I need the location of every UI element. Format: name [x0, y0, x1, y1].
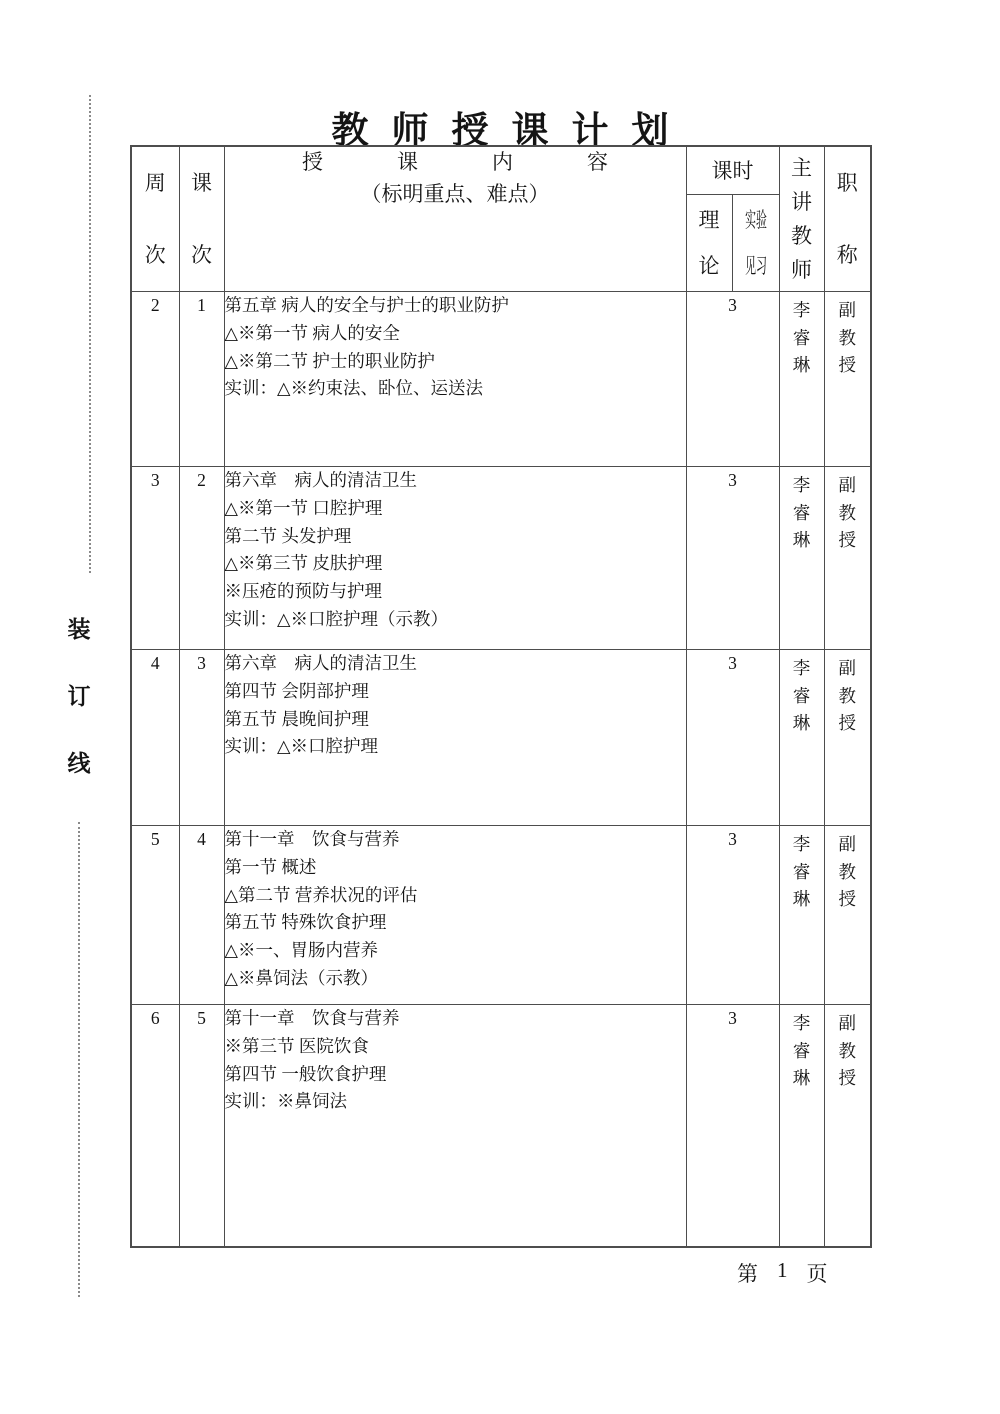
week-cell: 5 [131, 826, 179, 1005]
content-line: ※压疮的预防与护理 [224, 581, 382, 602]
hours-cell: 3 [686, 292, 779, 467]
hours-cell: 3 [686, 650, 779, 826]
table-row [131, 650, 871, 826]
content-line: 第六章 病人的清洁卫生 [224, 470, 417, 490]
rank-cell [824, 826, 871, 1005]
col-header-lesson-label: 课次 [191, 171, 212, 267]
content-header-subtitle: （标明重点、难点） [360, 182, 550, 206]
binding-dotted-line-top [89, 95, 91, 573]
content-line: 第五节 特殊饮食护理 [224, 912, 387, 933]
rank-cell [824, 1005, 871, 1247]
col-header-week [131, 146, 179, 292]
week-cell: 4 [131, 650, 179, 826]
content-line: 第十一章 饮食与营养 [224, 829, 400, 849]
content-line: △※第二节 护士的职业防护 [224, 350, 435, 371]
content-cell [224, 650, 686, 826]
rank-label: 副教授 [838, 475, 856, 550]
lesson-cell: 2 [179, 467, 224, 650]
hours-cell: 3 [686, 1005, 779, 1247]
content-line: 第二节 头发护理 [224, 525, 352, 546]
table-row [131, 467, 871, 650]
col-header-theory-label: 理论 [698, 207, 720, 278]
content-line: △※第三节 皮肤护理 [224, 553, 383, 574]
content-line: 实训：※鼻饲法 [224, 1091, 347, 1112]
col-header-practice [732, 194, 779, 291]
rank-cell [824, 292, 871, 467]
hours-cell: 3 [686, 826, 779, 1005]
content-line: △※第一节 口腔护理 [224, 497, 383, 518]
rank-label: 副教授 [838, 834, 856, 909]
content-line: △※第一节 病人的安全 [224, 322, 400, 343]
content-cell [224, 826, 686, 1005]
page-number-footer [737, 1258, 828, 1288]
content-line: 实训：△※约束法、卧位、运送法 [224, 378, 483, 399]
col-header-teacher [779, 146, 824, 292]
week-cell: 3 [131, 467, 179, 650]
content-cell [224, 1005, 686, 1247]
content-line: 实训：△※口腔护理（示教） [224, 608, 448, 629]
table-row [131, 1005, 871, 1247]
content-line: ※第三节 医院饮食 [224, 1035, 369, 1056]
col-header-hours: 课时 [686, 146, 779, 194]
rank-label: 副教授 [838, 300, 856, 375]
teacher-cell [779, 650, 824, 826]
col-header-week-label: 周次 [144, 171, 166, 267]
content-line: 第十一章 饮食与营养 [224, 1008, 400, 1028]
table-row [131, 826, 871, 1005]
content-line: 第五节 晨晚间护理 [224, 708, 369, 729]
col-header-content [224, 146, 686, 292]
content-line: 第四节 一般饮食护理 [224, 1063, 387, 1084]
col-header-teacher-label: 主讲教师 [791, 156, 812, 282]
lesson-cell: 4 [179, 826, 224, 1005]
header-row-1 [131, 146, 871, 194]
lesson-cell: 1 [179, 292, 224, 467]
teacher-name: 李睿琳 [792, 834, 811, 909]
lesson-cell: 3 [179, 650, 224, 826]
teacher-name: 李睿琳 [792, 475, 811, 550]
content-line: △第二节 营养状况的评估 [224, 884, 418, 905]
teaching-plan-table [130, 145, 872, 1248]
col-header-practice-line2: 见习 [744, 253, 767, 278]
week-cell: 6 [131, 1005, 179, 1247]
rank-cell [824, 650, 871, 826]
rank-label: 副教授 [838, 1013, 856, 1088]
page-number-prefix: 第 [737, 1262, 758, 1286]
col-header-practice-line1: 实验 [744, 207, 767, 232]
binding-line-label: 装订线 [67, 617, 91, 776]
content-cell [224, 292, 686, 467]
content-line: △※一、胃肠内营养 [224, 940, 378, 961]
binding-dotted-line-bottom [78, 822, 80, 1297]
teacher-name: 李睿琳 [792, 300, 811, 375]
page-number-suffix: 页 [806, 1262, 828, 1286]
col-header-rank [824, 146, 871, 292]
teacher-name: 李睿琳 [792, 658, 811, 733]
content-line: △※鼻饲法（示教） [224, 967, 378, 988]
content-cell [224, 467, 686, 650]
col-header-rank-label: 职称 [836, 171, 858, 267]
content-line: 第一节 概述 [224, 856, 317, 877]
lesson-cell: 5 [179, 1005, 224, 1247]
rank-label: 副教授 [838, 658, 856, 733]
col-header-theory [686, 194, 732, 291]
teacher-cell [779, 292, 824, 467]
teacher-cell [779, 467, 824, 650]
content-header-title: 授课内容 [302, 150, 682, 174]
content-line: 第六章 病人的清洁卫生 [224, 653, 417, 673]
content-line: 第四节 会阴部护理 [224, 680, 369, 701]
teacher-cell [779, 826, 824, 1005]
col-header-lesson [179, 146, 224, 292]
teacher-cell [779, 1005, 824, 1247]
page-title: 教师授课计划 [331, 110, 692, 151]
content-line: 第五章 病人的安全与护士的职业防护 [224, 295, 509, 315]
teacher-name: 李睿琳 [792, 1013, 811, 1088]
rank-cell [824, 467, 871, 650]
hours-cell: 3 [686, 467, 779, 650]
table-row [131, 292, 871, 467]
content-line: 实训：△※口腔护理 [224, 736, 378, 757]
week-cell: 2 [131, 292, 179, 467]
page-number: 1 [777, 1258, 788, 1282]
